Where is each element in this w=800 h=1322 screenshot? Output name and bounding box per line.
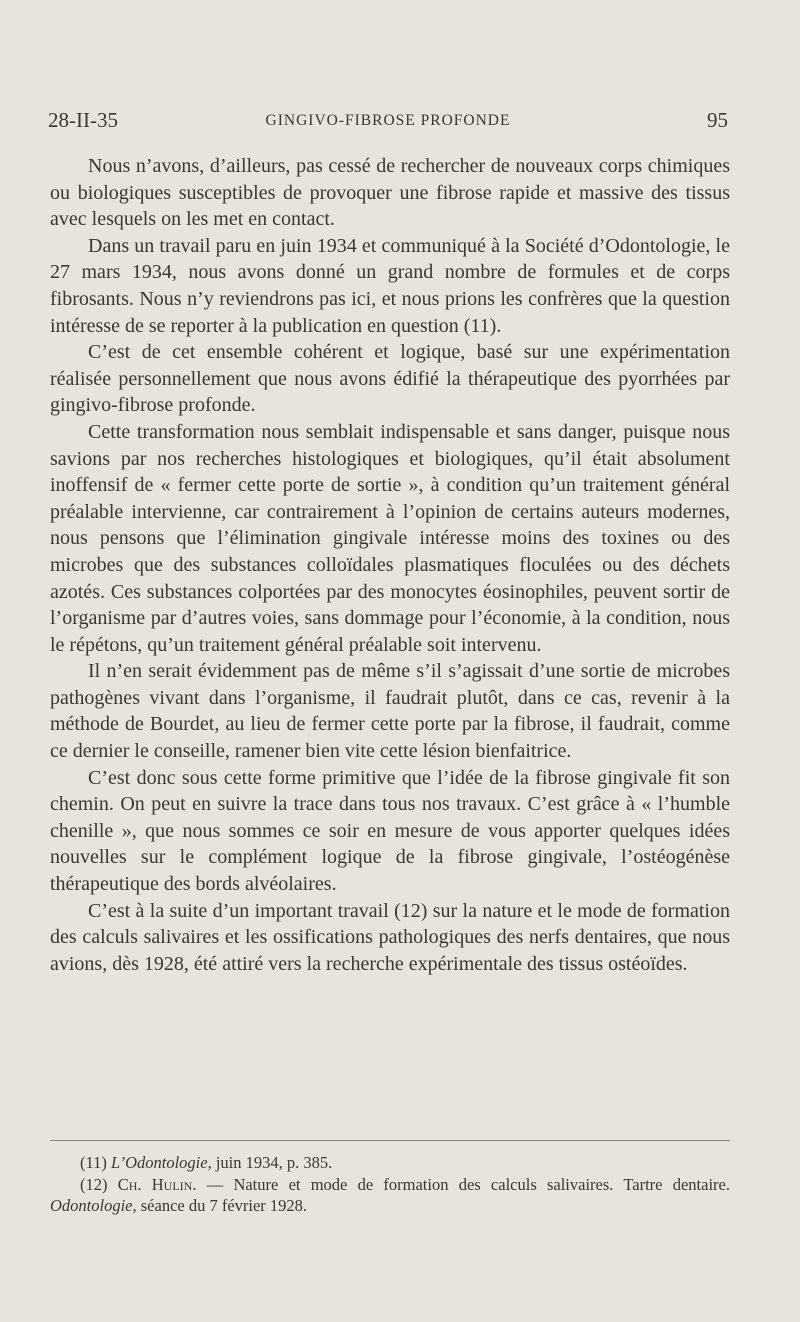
footnote-11-rest: juin 1934, p. 385. [215, 1153, 333, 1172]
footnote-12-number: (12) [80, 1175, 108, 1194]
paragraph-6: C’est donc sous cette forme primitive que l’idée de la fibrose gingivale fit son chemin. On peut en suivre la trace dans tous nos travaux. C’est grâce à « l’humble chenille », que nous sommes ce soir en mesure de vous apporter quelques idées nouvelles sur le complément logique de la fibrose gingivale, l’ostéogénèse thérapeutique des bords alvéolaires. [50, 766, 730, 896]
footnotes [50, 1152, 730, 1217]
paragraph-7: C’est à la suite d’un important travail (12) sur la nature et le mode de formation des calculs salivaires et les ossifications pathologiques des nerfs dentaires, que nous avions, dès 1928, été attiré vers la recherche expérimentale des tissus ostéoïdes. [50, 899, 730, 975]
body-text [50, 153, 730, 977]
paragraph-1: Nous n’avons, d’ailleurs, pas cessé de rechercher de nouveaux corps chimiques ou biologiques susceptibles de provoquer une fibrose rapide et massive des tissus avec lesquels on les met en contact. [50, 155, 730, 231]
running-header [48, 108, 728, 138]
page-number: 95 [707, 108, 728, 132]
footnote-12-text: — Nature et mode de formation des calculs salivaires. Tartre dentaire. [206, 1175, 730, 1194]
footnote-12-source: Odontologie, [50, 1196, 137, 1215]
footnote-12-rest: séance du 7 février 1928. [140, 1196, 308, 1215]
footnote-11-number: (11) [80, 1153, 107, 1172]
footnote-11 [50, 1152, 730, 1173]
header-date: 28-II-35 [48, 108, 118, 132]
footnote-12 [50, 1174, 730, 1216]
footnote-11-source: L’Odontologie, [111, 1153, 212, 1172]
header-title: GINGIVO-FIBROSE PROFONDE [265, 112, 511, 129]
footnote-12-author: Ch. Hulin. [117, 1175, 197, 1194]
paragraph-4: Cette transformation nous semblait indispensable et sans danger, puisque nous savions par nos recherches histologiques et biologiques, qu’il était absolument inoffensif de « fermer cette porte de sortie », à condition qu’un traitement général préalable intervienne, car contrairement à l’opinion de certains auteurs modernes, nous pensons que l’élimination gingivale intéresse moins des toxines ou des microbes que des substances colloïdales plasmatiques floculées ou des déchets azotés. Ces substances colportées par des monocytes éosinophiles, peuvent sortir de l’organisme par d’autres voies, sans dommage pour l’économie, à la condition, nous le répétons, qu’un traitement général préalable soit intervenu. [50, 420, 730, 656]
footnote-divider [50, 1140, 730, 1141]
paragraph-2: Dans un travail paru en juin 1934 et communiqué à la Société d’Odontologie, le 27 mars 1934, nous avons donné un grand nombre de formules et de corps fibrosants. Nous n’y reviendrons pas ici, et nous prions les confrères que la question intéresse de se reporter à la publication en question (11). [50, 234, 730, 337]
paragraph-5: Il n’en serait évidemment pas de même s’il s’agissait d’une sortie de microbes pathogènes vivant dans l’organisme, il faudrait plutôt, dans ce cas, revenir à la méthode de Bourdet, au lieu de fermer cette porte par la fibrose, il faudrait, comme ce dernier le conseille, ramener bien vite cette lésion bienfaitrice. [50, 660, 730, 763]
paragraph-3: C’est de cet ensemble cohérent et logique, basé sur une expérimentation réalisée personnellement que nous avons édifié la thérapeutique des pyorrhées par gingivo-fibrose profonde. [50, 341, 730, 417]
